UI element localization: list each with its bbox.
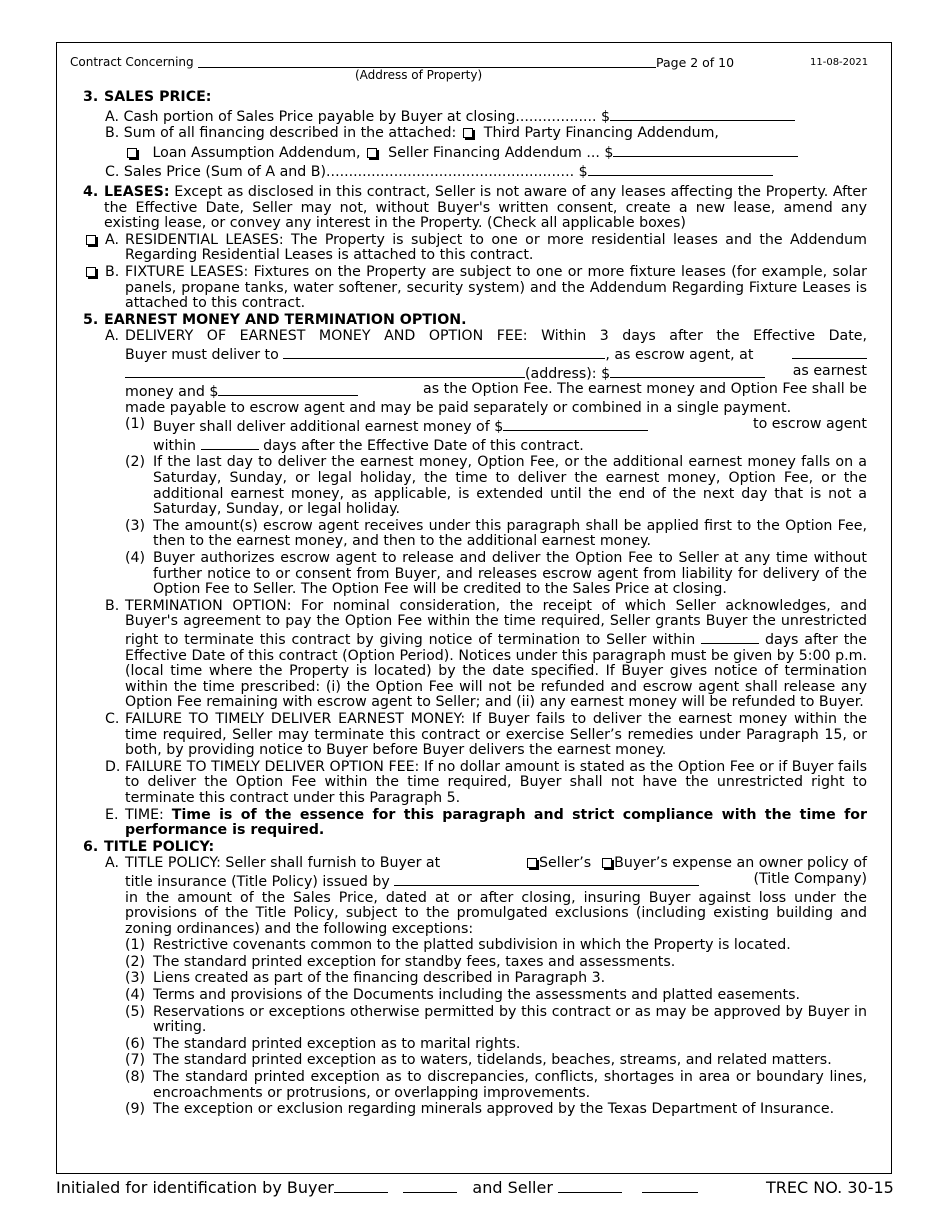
- exception-text: The exception or exclusion regarding minerals approved by the Texas Department of Insurance.: [153, 1101, 835, 1118]
- cash-portion-label: A. Cash portion of Sales Price payable by Buyer at closing.................. $: [105, 108, 611, 125]
- termination-text-2: days after the Effective Date of this contract (Option Period). Notices under this paragraph must be given by 5:00 p.m. (local time where the Property is located) by the date specified. If Buyer gives notice of termination within the time prescribed: (i) the Option Fee will not be refunded and escrow agent shall release any Option Fee remaining with escrow agent to Seller; and (ii) any earnest money will be refunded to Buyer.: [125, 632, 867, 711]
- failure-earnest-money: [0, 712, 950, 759]
- initials-footer: [56, 1178, 698, 1197]
- option-fee-field[interactable]: [218, 382, 358, 396]
- item-number: (9): [125, 1101, 146, 1118]
- title-exception-item: [0, 955, 950, 971]
- section-title: EARNEST MONEY AND TERMINATION OPTION.: [104, 311, 467, 328]
- exception-text: The standard printed exception for standby fees, taxes and assessments.: [153, 953, 676, 970]
- fixture-leases-checkbox[interactable]: [86, 267, 96, 277]
- and-seller-label: and Seller: [472, 1178, 553, 1197]
- sales-price-a: [105, 107, 867, 126]
- residential-leases: [0, 233, 950, 264]
- title-policy-text: in the amount of the Sales Price, dated at or after closing, insuring Buyer against loss under the provisions of the Title Policy, subject to the promulgated exclusions (including existing building and zoning ordinances) and the following exceptions:: [125, 889, 867, 937]
- release-option-fee-text: Buyer authorizes escrow agent to release and deliver the Option Fee to Seller at any time without further notice to or consent from Buyer, and releases escrow agent from liability for delivery of the Option Fee to Seller. The Option Fee will be credited to the Sales Price at closing.: [153, 550, 867, 598]
- financing-label: B. Sum of all financing described in the attached:: [105, 125, 457, 142]
- title-exception-item: [0, 1102, 950, 1118]
- title-policy-a: [0, 856, 950, 937]
- contract-body: [0, 90, 950, 1119]
- item-label: E.: [105, 806, 119, 823]
- section-number: 3.: [83, 89, 99, 105]
- sales-price-b: [105, 126, 867, 142]
- exception-text: Liens created as part of the financing described in Paragraph 3.: [153, 970, 606, 987]
- form-date: 11-08-2021: [810, 57, 869, 68]
- exception-text: Restrictive covenants common to the platted subdivision in which the Property is located.: [153, 937, 791, 954]
- escrow-address-field-2[interactable]: [125, 364, 525, 378]
- item-label: B.: [105, 597, 120, 614]
- residential-leases-checkbox[interactable]: [86, 235, 96, 245]
- issued-by-label: title insurance (Title Policy) issued by: [125, 873, 390, 890]
- section-4-leases: [0, 185, 950, 232]
- additional-earnest-label: Buyer shall deliver additional earnest money of $: [153, 419, 504, 436]
- termination-option: [0, 599, 950, 711]
- earnest-money-field[interactable]: [610, 364, 765, 378]
- sellers-label: Seller’s: [539, 855, 592, 872]
- time-label: TIME:: [125, 806, 172, 823]
- item-number: (3): [125, 517, 146, 534]
- title-exception-item: [0, 1005, 950, 1036]
- seller-initial-2[interactable]: [642, 1178, 698, 1193]
- loan-assumption-checkbox[interactable]: [127, 148, 137, 158]
- section-number: 4.: [83, 183, 99, 200]
- title-exception-item: [0, 988, 950, 1004]
- sales-price-b-cont: [125, 143, 867, 162]
- sellers-expense-checkbox[interactable]: [527, 858, 537, 868]
- item-number: (5): [125, 1003, 146, 1020]
- deadline-extension-text: If the last day to deliver the earnest money, Option Fee, or the additional earnest money falls on a Saturday, Sunday, or legal holiday, the time to deliver the earnest money, Option Fee, or the additional earnest money, as applicable, is extended until the end of the next day that is not a Saturday, Sunday, or legal holiday.: [153, 454, 867, 518]
- cash-portion-field[interactable]: [610, 107, 795, 121]
- item-number: (2): [125, 454, 146, 471]
- form-number: TREC NO. 30-15: [766, 1178, 894, 1197]
- section-5-earnest-money: [0, 313, 950, 329]
- page-number: Page 2 of 10: [656, 55, 735, 70]
- buyer-deliver-label: Buyer must deliver to: [125, 346, 279, 363]
- sales-price-total-label: C. Sales Price (Sum of A and B)....................................................... $: [105, 164, 588, 181]
- item-number: (2): [125, 953, 146, 970]
- as-earnest-label: as earnest: [792, 362, 867, 379]
- buyer-initial-2[interactable]: [403, 1178, 457, 1193]
- seller-financing-checkbox[interactable]: [367, 148, 377, 158]
- exception-text: Reservations or exceptions otherwise permitted by this contract or as may be approved by Buyer in writing.: [153, 1003, 867, 1036]
- item-number: (8): [125, 1069, 146, 1086]
- section-title: TITLE POLICY:: [104, 838, 215, 855]
- release-option-fee: [0, 551, 950, 598]
- section-3-sales-price: [0, 90, 950, 106]
- section-6-title-policy: [0, 840, 950, 856]
- exception-text: The standard printed exception as to marital rights.: [153, 1035, 521, 1052]
- sales-price-c: [105, 162, 867, 181]
- leases-intro: Except as disclosed in this contract, Seller is not aware of any leases affecting the Property. After the Effective Date, Seller may not, without Buyer's written consent, create a new lease, amend any existing lease, or convey any interest in the Property. (Check all applicable boxes): [104, 183, 867, 232]
- additional-earnest-field[interactable]: [503, 417, 648, 431]
- item-label: A.: [105, 328, 119, 345]
- financing-amount-field[interactable]: [613, 143, 798, 157]
- title-exception-item: [0, 1037, 950, 1053]
- failure-option-fee-text: FAILURE TO TIMELY DELIVER OPTION FEE: If no dollar amount is stated as the Option Fee or if Buyer fails to deliver the Option Fee within the time required, Buyer shall not have the unrestricted right to terminate this contract under this Paragraph 5.: [125, 758, 867, 806]
- time-text: Time is of the essence for this paragraph and strict compliance with the time for performance is required.: [125, 806, 867, 839]
- title-exceptions-list: [0, 938, 950, 1118]
- seller-initial-1[interactable]: [558, 1178, 622, 1193]
- application-of-funds-text: The amount(s) escrow agent receives under this paragraph shall be applied first to the Option Fee, then to the earnest money, and then to the additional earnest money.: [153, 517, 867, 550]
- escrow-agent-label: , as escrow agent, at: [605, 346, 754, 363]
- title-company-field[interactable]: [394, 872, 699, 886]
- buyer-initial-1[interactable]: [334, 1178, 388, 1193]
- residential-leases-text: RESIDENTIAL LEASES: The Property is subject to one or more residential leases and the Addendum Regarding Residential Leases is attached to this contract.: [125, 231, 867, 264]
- section-number: 5.: [83, 311, 99, 328]
- seller-financing-label: Seller Financing Addendum ... $: [388, 144, 614, 161]
- failure-earnest-money-text: FAILURE TO TIMELY DELIVER EARNEST MONEY: If Buyer fails to deliver the earnest money within the time required, Seller may terminate this contract or exercise Seller’s remedies under Paragraph 15, or both, by providing notice to Buyer before Buyer delivers the earnest money.: [125, 710, 867, 759]
- item-label: D.: [105, 758, 121, 775]
- contract-concerning-label: Contract Concerning: [70, 55, 194, 69]
- fixture-leases: [0, 265, 950, 312]
- buyers-expense-label: Buyer’s expense an owner policy of: [614, 855, 867, 872]
- title-exception-item: [0, 1053, 950, 1069]
- title-company-label: (Title Company): [753, 870, 867, 887]
- to-escrow-label: to escrow agent: [753, 416, 867, 433]
- exception-text: Terms and provisions of the Documents including the assessments and platted easements.: [153, 987, 800, 1004]
- item-label: B.: [105, 263, 120, 280]
- option-fee-label: as the Option Fee. The earnest money and Option Fee shall be: [423, 381, 867, 398]
- address-caption: (Address of Property): [355, 68, 483, 82]
- title-exception-item: [0, 971, 950, 987]
- initialed-label: Initialed for identification by Buyer: [56, 1178, 334, 1197]
- item-label: A.: [105, 231, 119, 248]
- buyers-expense-checkbox[interactable]: [602, 858, 612, 868]
- delivery-line-5: made payable to escrow agent and may be paid separately or combined in a single payment.: [125, 399, 792, 416]
- item-number: (7): [125, 1052, 146, 1069]
- item-number: (3): [125, 970, 146, 987]
- deadline-extension: [0, 455, 950, 517]
- item-number: (6): [125, 1035, 146, 1052]
- item-label: C.: [105, 710, 120, 727]
- item-number: (1): [125, 937, 146, 954]
- section-number: 6.: [83, 838, 99, 855]
- delivery-line-1: DELIVERY OF EARNEST MONEY AND OPTION FEE: Within 3 days after the Effective Date,: [125, 328, 867, 345]
- time-of-essence: [0, 808, 950, 839]
- sales-price-total-field[interactable]: [588, 162, 773, 176]
- escrow-address-field-1[interactable]: [792, 345, 867, 359]
- additional-days-field[interactable]: [201, 436, 259, 450]
- application-of-funds: [0, 519, 950, 550]
- fixture-leases-text: FIXTURE LEASES: Fixtures on the Property are subject to one or more fixture leases (for example, solar panels, propane tanks, water softener, security system) and the Addendum Regarding Fixture Leases is attached to this contract.: [125, 263, 867, 312]
- option-period-days-field[interactable]: [701, 630, 759, 644]
- exception-text: The standard printed exception as to discrepancies, conflicts, shortages in area or boundary lines, encroachments or protrusions, or overlapping improvements.: [153, 1069, 867, 1101]
- furnish-label: TITLE POLICY: Seller shall furnish to Buyer at: [125, 855, 441, 872]
- section-title: SALES PRICE:: [104, 89, 212, 105]
- item-number: (1): [125, 416, 146, 433]
- exception-text: The standard printed exception as to waters, tidelands, beaches, streams, and related matters.: [153, 1052, 832, 1069]
- title-exception-item: [0, 938, 950, 954]
- loan-assumption-label: Loan Assumption Addendum,: [152, 144, 361, 161]
- termination-text-1: TERMINATION OPTION: For nominal consideration, the receipt of which Seller acknowledges, and Buyer's agreement to pay the Option Fee within the time required, Seller grants Buyer the unrestricted right to terminate this contract by giving notice of termination to Seller within: [125, 597, 867, 648]
- delivery-earnest-money: [0, 329, 950, 416]
- within-label: within: [153, 437, 197, 454]
- title-exception-item: [0, 1070, 950, 1101]
- escrow-agent-field[interactable]: [283, 345, 605, 359]
- failure-option-fee: [0, 760, 950, 807]
- section-title: LEASES:: [104, 183, 170, 200]
- third-party-financing-checkbox[interactable]: [463, 128, 473, 138]
- item-number: (4): [125, 987, 146, 1004]
- item-number: (4): [125, 550, 146, 567]
- address-label: (address): $: [525, 365, 611, 382]
- additional-earnest-money: [0, 417, 950, 454]
- days-after-label: days after the Effective Date of this contract.: [263, 437, 584, 454]
- money-and-label: money and $: [125, 384, 219, 401]
- third-party-financing-label: Third Party Financing Addendum,: [483, 125, 719, 142]
- item-label: A.: [105, 855, 119, 872]
